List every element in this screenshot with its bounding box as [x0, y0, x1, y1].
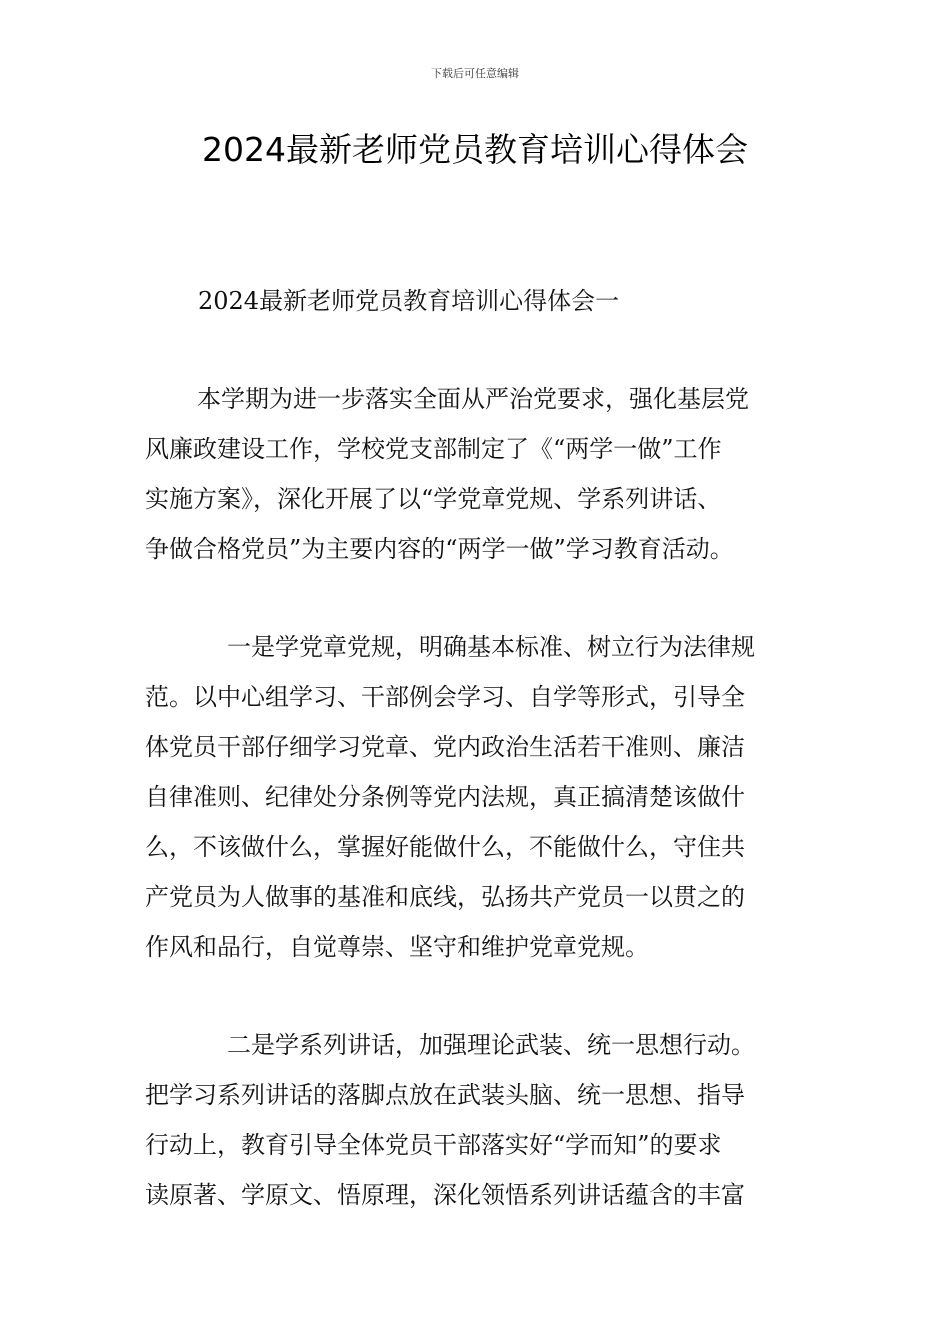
paragraph-line: 么，不该做什么，掌握好能做什么，不能做什么，守住共 — [145, 833, 745, 861]
paragraph-line: 范。以中心组学习、干部例会学习、自学等形式，引导全 — [145, 683, 745, 711]
document-title: 2024最新老师党员教育培训心得体会 — [202, 130, 748, 169]
paragraph-point-one — [145, 622, 805, 972]
paragraph-line: 产党员为人做事的基准和底线，弘扬共产党员一以贯之的 — [145, 883, 745, 911]
paragraph-line: 把学习系列讲话的落脚点放在武装头脑、统一思想、指导 — [145, 1081, 745, 1109]
paragraph-intro — [145, 374, 805, 574]
paragraph-line: 体党员干部仔细学习党章、党内政治生活若干准则、廉洁 — [145, 733, 745, 761]
paragraph-line: 实施方案》，深化开展了以“学党章党规、学系列讲话、 — [145, 485, 722, 513]
paragraph-line: 本学期为进一步落实全面从严治党要求，强化基层党 — [197, 385, 749, 413]
paragraph-line: 行动上，教育引导全体党员干部落实好“学而知”的要求 — [145, 1131, 722, 1159]
section-heading: 2024最新老师党员教育培训心得体会一 — [198, 287, 620, 315]
header-note: 下载后可任意编辑 — [431, 67, 519, 80]
paragraph-line: 作风和品行，自觉尊崇、坚守和维护党章党规。 — [145, 933, 649, 961]
paragraph-line: 读原著、学原文、悟原理，深化领悟系列讲话蕴含的丰富 — [145, 1181, 745, 1209]
paragraph-line: 争做合格党员”为主要内容的“两学一做”学习教育活动。 — [145, 535, 734, 563]
paragraph-line: 风廉政建设工作，学校党支部制定了《“两学一做”工作 — [145, 435, 722, 463]
paragraph-line: 一是学党章党规，明确基本标准、树立行为法律规 — [227, 633, 755, 661]
paragraph-line: 自律准则、纪律处分条例等党内法规，真正搞清楚该做什 — [145, 783, 745, 811]
paragraph-line: 二是学系列讲话，加强理论武装、统一思想行动。 — [227, 1031, 755, 1059]
paragraph-point-two — [145, 1020, 805, 1220]
